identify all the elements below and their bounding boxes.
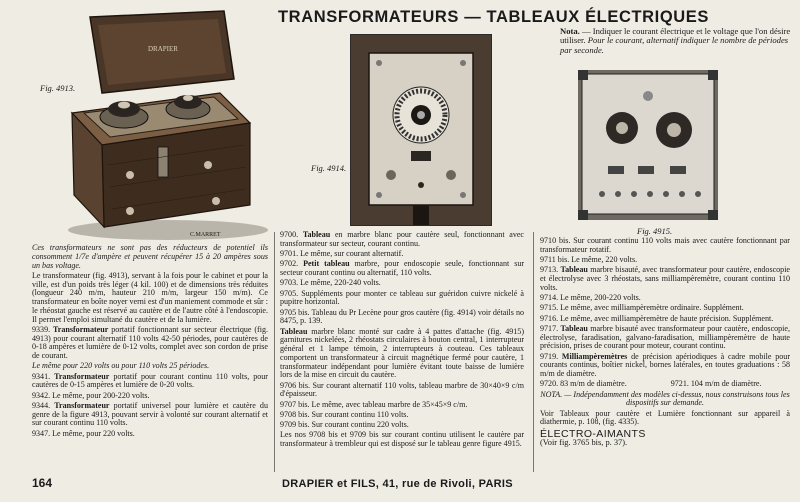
item-9344 bbox=[32, 402, 268, 428]
item-9710: 9710 bis. Sur courant continu 110 volts mais avec cautère fonctionnant par transformateur rotatif. bbox=[540, 236, 790, 254]
nota-italic: Pour le courant, alternatif indiquer le nombre de périodes par seconde. bbox=[560, 35, 789, 55]
electro-aimants-sub: (Voir fig. 3765 bis, p. 37). bbox=[540, 437, 628, 447]
item-9717-bold: Tableau bbox=[560, 323, 588, 333]
left-column bbox=[32, 244, 268, 440]
nota-body: — Indiquer le courant électrique et le voltage que l'on désire utiliser. bbox=[560, 26, 791, 46]
item-9714: 9714. Le même, 200-220 volts. bbox=[540, 293, 641, 302]
item-9700 bbox=[280, 231, 524, 249]
fig-4914-photo bbox=[350, 34, 492, 226]
page-number: 164 bbox=[32, 476, 53, 490]
item-9341-bold: Transformateur bbox=[54, 371, 110, 381]
item-9717-text: marbre bisauté avec transformateur pour cautère, endoscopie, électrolyse, faradisation, galvano-faradisation, milliampèremètre de haute précision, prises de courant pour moteur, courant continu. bbox=[540, 323, 791, 351]
item-9713-bold: Tableau bbox=[560, 265, 588, 275]
item-9347: 9347. Le même, pour 220 volts. bbox=[32, 428, 135, 438]
mid-note: Les nos 9708 bis et 9709 bis sur courant continu utilisent le cautère par transformateur à trembleur qui est disposé sur le tableau genre figure 4915. bbox=[280, 430, 524, 448]
item-9719-bold: Milliampèremètres bbox=[561, 351, 628, 361]
item-9719-num: 9719. bbox=[540, 351, 559, 361]
item-9720-9721 bbox=[540, 380, 790, 389]
item-9707: 9707 bis. Le même, avec tableau marbre de 35×45×9 c/m. bbox=[280, 399, 468, 409]
item-9720: 9720. 83 m/m de diamètre. bbox=[540, 379, 627, 389]
item-9339 bbox=[32, 326, 268, 361]
svg-text:DRAPIER: DRAPIER bbox=[148, 45, 178, 53]
publisher-line: DRAPIER et FILS, 41, rue de Rivoli, PARIS bbox=[282, 478, 513, 490]
left-p1: Le transformateur (fig. 4913), servant à la fois pour le cabinet et pour la ville, est d'un poids très léger (4 kil. 100) et de dimensions très réduites (longueur 240 m/m, hauteur 210 m/m, largeur 150 m/m). Ce transformateur en boîte noyer verni est d'un maniement commode et sûr : le rhéostat gauche est réservé au cautère et de l'autre côté à l'endoscopie. Il permet l'emploi simultané du cautère et de la lumière. bbox=[32, 270, 268, 324]
fig-4915-photo bbox=[578, 70, 718, 220]
fig-4913-illustration bbox=[38, 5, 278, 245]
column-divider-2 bbox=[533, 232, 534, 472]
item-9705: 9705. Suppléments pour monter ce tableau sur guéridon cuivre nickelé à pupitre horizontal. bbox=[280, 288, 524, 307]
electro-aimants-title: ÉLECTRO-AIMANTS bbox=[540, 428, 646, 440]
item-9341-text: portatif pour courant continu 110 volts, pour cautères de 0-15 ampères et lumière de 0-20 volts. bbox=[32, 371, 268, 390]
right-column bbox=[540, 237, 790, 448]
item-9708: 9708 bis. Sur courant continu 110 volts. bbox=[280, 409, 409, 419]
item-9717-num: 9717. bbox=[540, 323, 559, 333]
fig-4913-label: Fig. 4913. bbox=[40, 83, 76, 93]
item-9701: 9701. Le même, sur courant alternatif. bbox=[280, 249, 404, 258]
nota-text bbox=[560, 27, 796, 55]
nota-label: Nota. bbox=[560, 26, 580, 36]
item-9702 bbox=[280, 260, 524, 278]
item-9719 bbox=[540, 353, 790, 379]
item-9702-num: 9702. bbox=[280, 259, 299, 269]
fig-4915-label: Fig. 4915. bbox=[637, 226, 673, 236]
item-9702-bold: Petit tableau bbox=[303, 259, 350, 269]
item-9719-text: de précision apériodiques à cadre mobile pour courants continus, boîtier nickel, bornes latérales, en toutes graduations : 58 m/m de diamètre. bbox=[540, 351, 791, 378]
item-9339-bold: Transformateur bbox=[53, 324, 109, 334]
item-9339-b: Le même pour 220 volts ou pour 110 volts 25 périodes. bbox=[32, 361, 210, 371]
item-9702-text: marbre, pour endoscopie seule, fonctionnant sur secteur courant continu ou alternatif, 110 volts. bbox=[280, 259, 525, 277]
nota2-label: NOTA. bbox=[540, 389, 563, 399]
fig-4913-caption: Ces transformateurs ne sont pas des réducteurs de potentiel ils consomment 1/7e d'ampère et peuvent récupérer 15 à 20 ampères sous un bas voltage. bbox=[32, 243, 268, 270]
item-9344-text: portatif universel pour lumière et cautère du genre de la figure 4913, pouvant servir à volonté sur courant alternatif et sur courant continu 110 volts. bbox=[32, 400, 268, 428]
item-9344-bold: Transformateur bbox=[54, 400, 110, 410]
item-9713-num: 9713. bbox=[540, 265, 559, 275]
nota2 bbox=[540, 391, 790, 409]
fig-4913-signature: C.MARRET bbox=[190, 232, 221, 238]
voir-tableaux: Voir Tableaux pour cautère et Lumière fonctionnant sur appareil à diathermie, p. 108, (fig. 4335). bbox=[540, 408, 790, 427]
item-9341 bbox=[32, 373, 268, 391]
item-9703: 9703. Le même, 220-240 volts. bbox=[280, 278, 381, 288]
item-9700-bold: Tableau bbox=[302, 230, 331, 239]
fig-4914-label: Fig. 4914. bbox=[311, 163, 347, 173]
item-9339-text: portatif fonctionnant sur secteur électrique (fig. 4913) pour courant alternatif 110 volts 42-50 périodes, pour cautères de 0-18 ampères et lumière de 0-12 volts, complet avec son cordon de prise de courant. bbox=[32, 324, 269, 360]
item-9713 bbox=[540, 266, 790, 292]
item-9342: 9342. Le même, pour 200-220 volts. bbox=[32, 390, 150, 400]
item-9717 bbox=[540, 325, 790, 351]
tableau-text: marbre blanc monté sur cadre à 4 pattes d'attache (fig. 4915) garnitures nickelées, 2 rhéostats circulaires à bouton central, 1 interrupteur général et 1 lampe témoin, 2 interrupteurs à couteau. Ces tableaux comportent un transformateur à circuit magnétique fermé pour cautère, 1 transformateur indépendant pour lumière évitant toute baisse de lumière lors de la mise en circuit du cautère. bbox=[280, 326, 525, 380]
item-9716: 9716. Le même, avec milliampèremètre de haute précision. Supplément. bbox=[540, 313, 774, 323]
item-9700-text: en marbre blanc pour cautère seul, fonctionnant avec transformateur sur secteur, courant continu. bbox=[280, 230, 524, 248]
item-9706: 9706 bis. Sur courant alternatif 110 volts, tableau marbre de 30×40×9 c/m d'épaisseur. bbox=[280, 380, 524, 399]
item-9715: 9715. Le même, avec milliampèremètre ordinaire. Supplément. bbox=[540, 303, 744, 313]
column-divider-1 bbox=[274, 232, 275, 472]
item-9709: 9709 bis. Sur courant continu 220 volts. bbox=[280, 420, 409, 429]
page-title: TRANSFORMATEURS — TABLEAUX ÉLECTRIQUES bbox=[278, 8, 710, 26]
middle-column bbox=[280, 231, 524, 450]
item-9341-num: 9341. bbox=[32, 371, 51, 381]
item-9339-num: 9339. bbox=[32, 324, 51, 334]
item-9713-text: marbre bisauté, avec transformateur pour cautère, endoscopie et électrolyse avec 3 rhéostats, sans milliampèremètre, courant continu 110 volts. bbox=[540, 265, 791, 292]
tableau-bold: Tableau bbox=[280, 326, 308, 336]
item-9721: 9721. 104 m/m de diamètre. bbox=[670, 379, 762, 389]
item-9705b: 9705 bis. Tableau du Pr Lecène pour gros cautère (fig. 4914) voir détails no 8475, p. 139. bbox=[280, 307, 524, 326]
item-9700-num: 9700. bbox=[280, 230, 299, 239]
item-9711: 9711 bis. Le même, 220 volts. bbox=[540, 255, 638, 264]
nota2-text: — Indépendamment des modèles ci-dessus, nous construisons tous les dispositifs sur demande. bbox=[564, 389, 790, 408]
item-9344-num: 9344. bbox=[32, 400, 51, 410]
tableau-desc bbox=[280, 328, 524, 381]
